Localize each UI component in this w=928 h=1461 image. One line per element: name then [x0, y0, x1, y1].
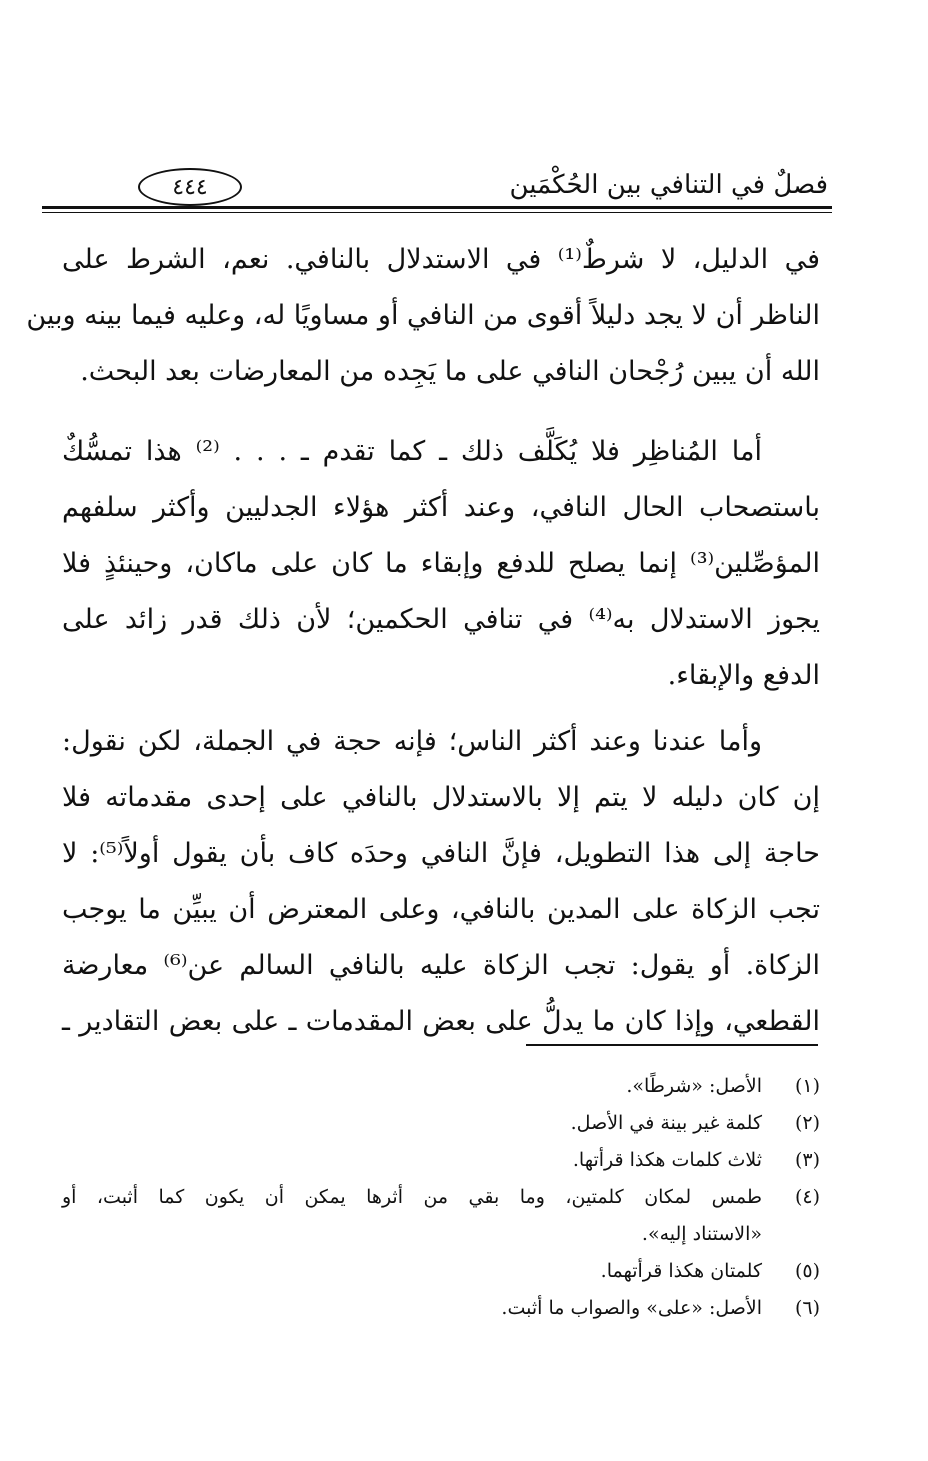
- footnote-text: طمس لمكان كلمتين، وما بقي من أثرها يمكن أن يكون كما أثبت، أو: [62, 1186, 762, 1208]
- footnote-text: ثلاث كلمات هكذا قرأتها.: [572, 1149, 762, 1171]
- text-line: تجب الزكاة على المدين بالنافي، وعلى المعترض أن يبيِّن ما يوجب: [62, 894, 820, 925]
- text-line: باستصحاب الحال النافي، وعند أكثر هؤلاء الجدليين وأكثر سلفهم: [62, 492, 820, 523]
- text-line: القطعي، وإذا كان ما يدلُّ على بعض المقدمات ـ على بعض التقادير ـ: [62, 1006, 820, 1037]
- footnote-5: [62, 1253, 820, 1290]
- footnote-3: [62, 1142, 820, 1179]
- footnote-text: كلمتان هكذا قرأتهما.: [600, 1260, 762, 1282]
- paragraph-2: [62, 424, 820, 704]
- footnote-number: (٢): [794, 1112, 820, 1134]
- text-line: الناظر أن لا يجد دليلاً أقوى من النافي أو مساويًا له، وعليه فيما بينه وبين: [26, 300, 820, 331]
- footnote-text: الأصل: «على» والصواب ما أثبت.: [501, 1297, 762, 1319]
- text-line: الدفع والإبقاء.: [667, 660, 820, 691]
- footnotes: [62, 1068, 820, 1327]
- footnote-separator: [526, 1044, 818, 1046]
- text-line: أما المُناظِر فلا يُكَلَّف ذلك ـ كما تقدم ـ . . . ⁽²⁾ هذا تمسُّكٌ: [62, 436, 762, 467]
- text-line: الزكاة. أو يقول: تجب الزكاة عليه بالنافي السالم عن⁽⁶⁾ معارضة: [62, 950, 820, 981]
- text-line: الله أن يبين رُجْحان النافي على ما يَجِده من المعارضات بعد البحث.: [80, 356, 820, 387]
- footnote-4: [62, 1179, 820, 1253]
- footnote-2: [62, 1105, 820, 1142]
- footnote-text: الأصل: «شرطًا».: [626, 1075, 762, 1097]
- footnote-number: (٥): [794, 1260, 820, 1282]
- footnote-number: (٦): [794, 1297, 820, 1319]
- header-rule-thin: [42, 212, 832, 213]
- text-line: إن كان دليله لا يتم إلا بالاستدلال بالنافي على إحدى مقدماته فلا: [62, 782, 820, 813]
- footnote-number: (٤): [794, 1186, 820, 1208]
- header-rule-thick: [42, 206, 832, 209]
- paragraph-3: [62, 714, 820, 1050]
- text-line: في الدليل، لا شرطٌ⁽¹⁾ في الاستدلال بالنافي. نعم، الشرط على: [62, 244, 820, 275]
- footnote-number: (٣): [794, 1149, 820, 1171]
- footnote-number: (١): [794, 1075, 820, 1097]
- footnote-continuation: «الاستناد إليه».: [641, 1223, 762, 1245]
- footnote-1: [62, 1068, 820, 1105]
- page-number: ٤٤٤: [138, 168, 242, 206]
- page-header: [42, 160, 832, 210]
- running-title: فصلٌ في التنافي بين الحُكْمَين: [509, 170, 828, 200]
- text-line: المؤصِّلين⁽³⁾ إنما يصلح للدفع وإبقاء ما كان على ماكان، وحينئذٍ فلا: [62, 548, 820, 579]
- footnote-6: [62, 1290, 820, 1327]
- text-line: حاجة إلى هذا التطويل، فإنَّ النافي وحدَه كاف بأن يقول أولاً⁽⁵⁾: لا: [62, 838, 820, 869]
- text-line: وأما عندنا وعند أكثر الناس؛ فإنه حجة في الجملة، لكن نقول:: [62, 726, 762, 757]
- paragraph-1: [26, 232, 820, 400]
- footnote-text: كلمة غير بينة في الأصل.: [570, 1112, 762, 1134]
- text-line: يجوز الاستدلال به⁽⁴⁾ في تنافي الحكمين؛ لأن ذلك قدر زائد على: [62, 604, 820, 635]
